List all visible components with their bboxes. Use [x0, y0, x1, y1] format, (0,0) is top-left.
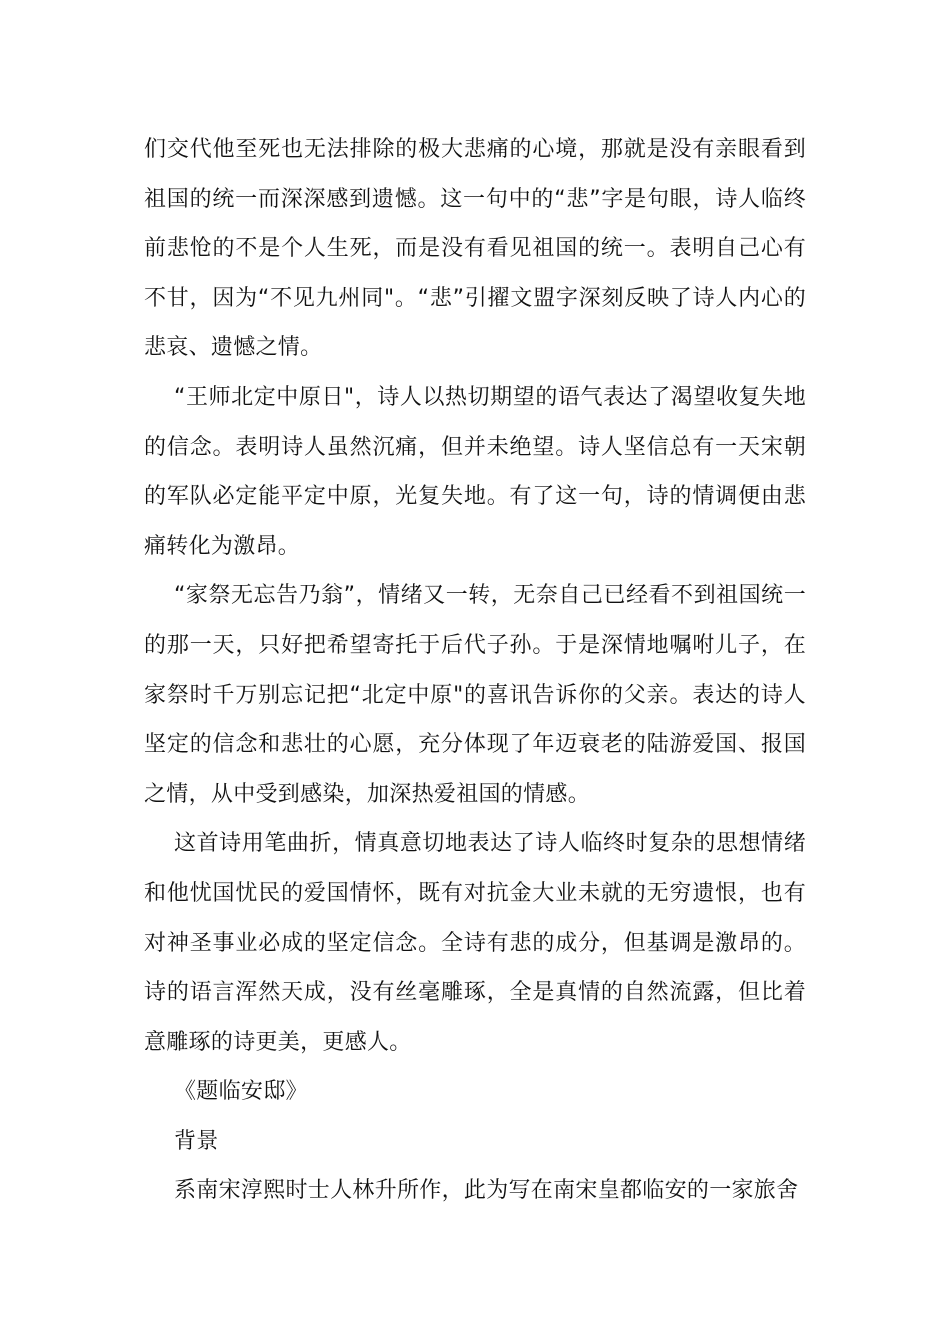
body-text [144, 125, 806, 1216]
paragraph-summary: 这首诗用笔曲折，情真意切地表达了诗人临终时复杂的思想情绪和他忧国忧民的爱国情怀，既有对抗金大业未就的无穷遗恨，也有对神圣事业必成的坚定信念。全诗有悲的成分，但基调是激昂的。诗的语言浑然天成，没有丝毫雕琢，全是真情的自然流露，但比着意雕琢的诗更美，更感人。 [144, 831, 806, 1055]
paragraph-jiaji: “家祭无忘告乃翁”，情绪又一转，无奈自己已经看不到祖国统一的那一天，只好把希望寄托于后代子孙。于是深情地嘱咐儿子，在家祭时千万别忘记把“北定中原"的喜讯告诉你的父亲。表达的诗人坚定的信念和悲壮的心愿，充分体现了年迈衰老的陆游爱国、报国之情，从中受到感染，加深热爱祖国的情感。 [144, 583, 806, 807]
poem-title: 《题临安邸》 [174, 1079, 308, 1105]
paragraph-continued: 们交代他至死也无法排除的极大悲痛的心境，那就是没有亲眼看到祖国的统一而深深感到遗憾。这一句中的“悲”字是句眼，诗人临终前悲怆的不是个人生死，而是没有看见祖国的统一。表明自己心有不甘，因为“不见九州同"。“悲”引擢文盟字深刻反映了诗人内心的悲哀、遗憾之情。 [144, 137, 806, 361]
paragraph-wangshi: “王师北定中原日"，诗人以热切期望的语气表达了渴望收复失地的信念。表明诗人虽然沉痛，但并未绝望。诗人坚信总有一天宋朝的军队必定能平定中原，光复失地。有了这一句，诗的情调便由悲痛转化为激昂。 [144, 384, 806, 559]
section-heading-background: 背景 [174, 1128, 219, 1154]
paragraph-background: 系南宋淳熙时士人林升所作，此为写在南宋皇都临安的一家旅舍 [174, 1178, 799, 1204]
